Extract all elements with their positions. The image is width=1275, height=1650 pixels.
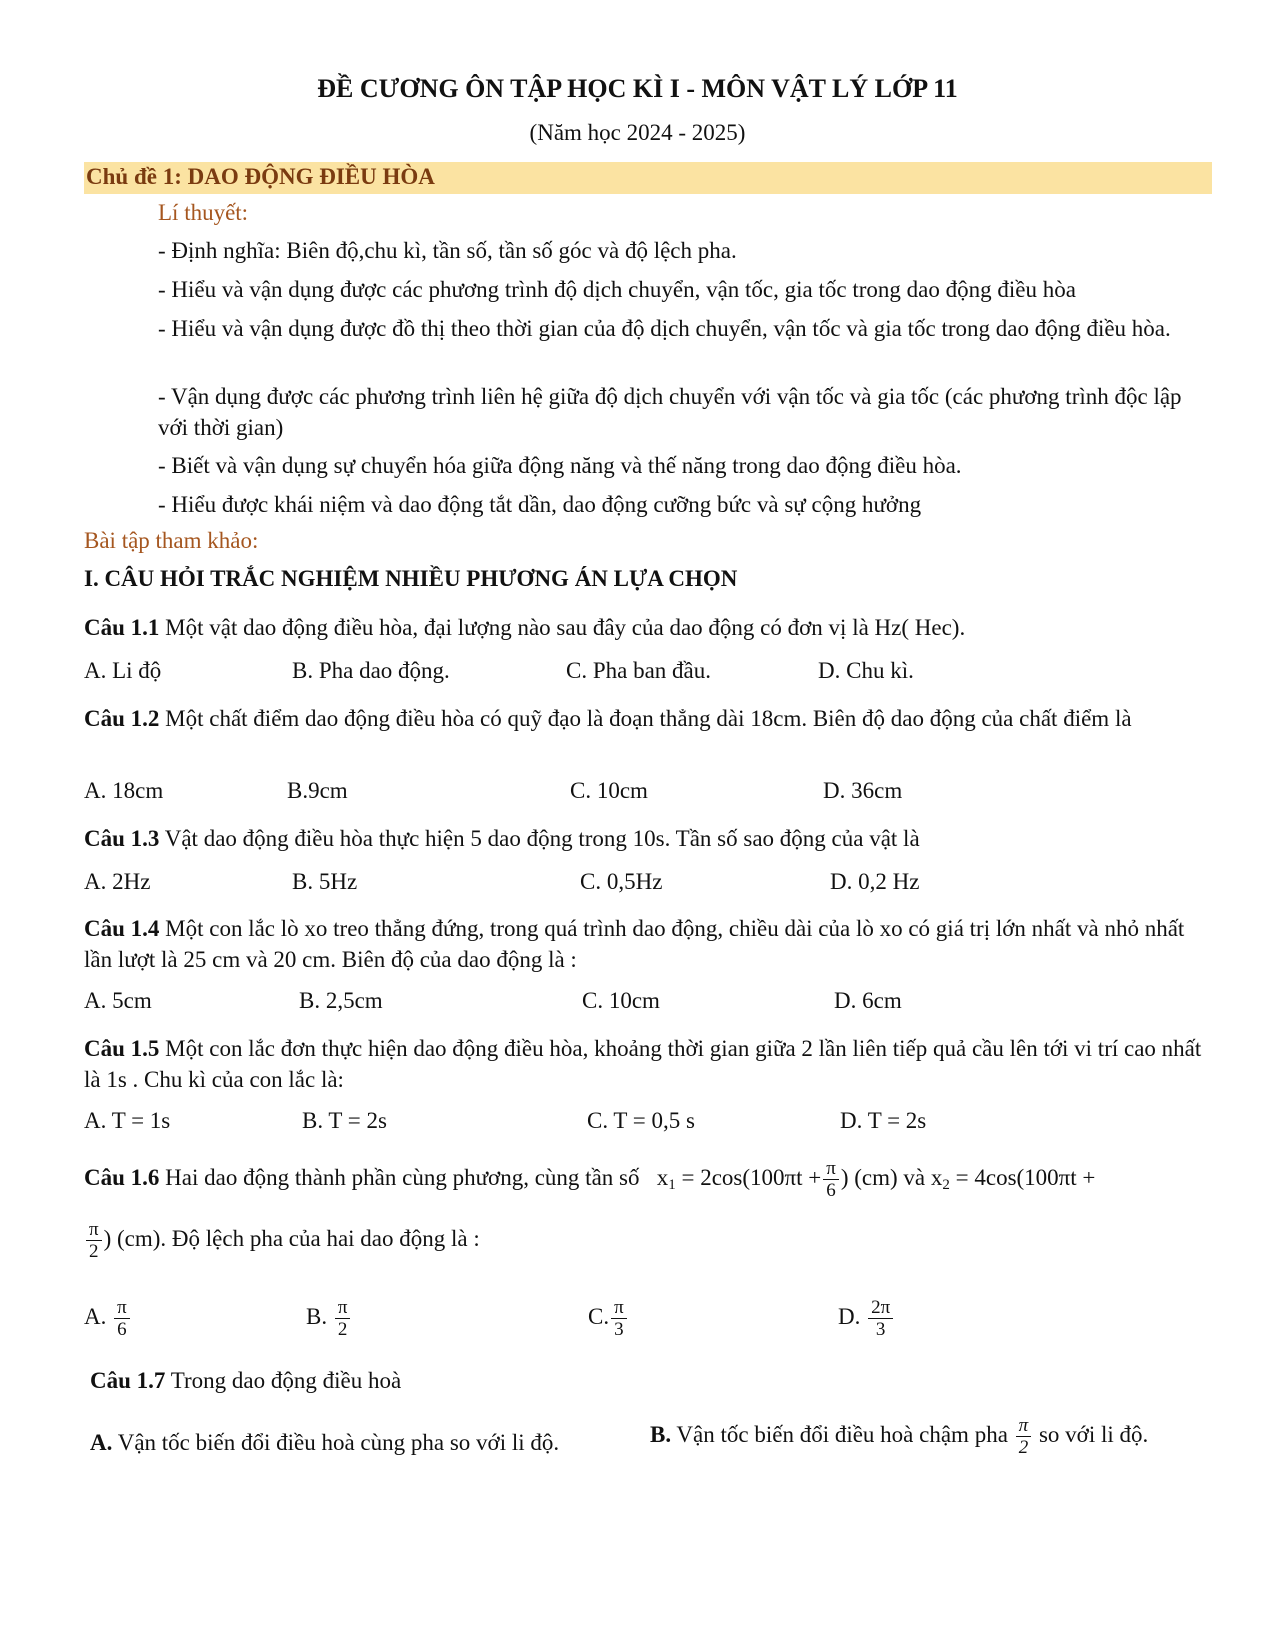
question-text: Trong dao động điều hoà: [165, 1368, 402, 1393]
question-text: Một vật dao động điều hòa, đại lượng nào sau đây của dao động có đơn vị là Hz( Hec).: [159, 615, 966, 640]
option-letter: C.: [588, 1304, 610, 1329]
fraction-denominator: 6: [117, 1319, 127, 1341]
theory-item: - Vận dụng được các phương trình liên hệ giữa độ dịch chuyển với vận tốc và gia tốc (các phương trình độc lập với thời gian): [158, 384, 1182, 440]
option-letter: A.: [90, 1430, 113, 1455]
theory-item: - Định nghĩa: Biên độ,chu kì, tần số, tần số góc và độ lệch pha.: [158, 238, 737, 263]
theory-item: - Biết và vận dụng sự chuyển hóa giữa động năng và thế năng trong dao động điều hòa.: [158, 453, 962, 478]
option-b: B.9cm: [287, 778, 348, 803]
option-letter: B.: [306, 1304, 328, 1329]
question-1-2: [84, 703, 1214, 734]
option-c: C. 10cm: [570, 778, 648, 803]
fraction-denominator: 3: [614, 1319, 624, 1341]
topic-title: Chủ đề 1: DAO ĐỘNG ĐIỀU HÒA: [86, 164, 435, 189]
page-title: ĐỀ CƯƠNG ÔN TẬP HỌC KÌ I - MÔN VẬT LÝ LỚP 11: [317, 74, 958, 103]
option-b: [650, 1410, 1148, 1460]
fraction-denominator: 2: [89, 1241, 99, 1263]
option-d: D. 6cm: [834, 988, 902, 1013]
option-text-tail: so với li độ.: [1033, 1422, 1149, 1447]
option-a: A. 18cm: [84, 778, 164, 803]
question-label: Câu 1.5: [84, 1036, 160, 1061]
theory-item: - Hiểu và vận dụng được đồ thị theo thời gian của độ dịch chuyển, vận tốc và gia tốc trong dao động điều hòa.: [158, 316, 1171, 341]
x1-var: x: [656, 1165, 669, 1190]
option-a: A. Li độ: [84, 658, 162, 683]
question-text: Một con lắc lò xo treo thẳng đứng, trong quá trình dao động, chiều dài của lò xo có giá trị lớn nhất và nhỏ nhất lần lượt là 25 cm và 20 cm. Biên độ của dao động là :: [84, 916, 1185, 972]
fraction-pi-2: [1016, 1415, 1032, 1458]
fraction-2pi-3: [868, 1297, 893, 1340]
option-d: D. Chu kì.: [818, 658, 914, 683]
question-label: Câu 1.4: [84, 916, 160, 941]
option-d: D. T = 2s: [840, 1108, 927, 1133]
fraction-numerator: π: [1016, 1415, 1032, 1437]
fraction-denominator: 2: [1018, 1437, 1029, 1459]
fraction-numerator: π: [823, 1158, 839, 1180]
exercises-heading: Bài tập tham khảo:: [84, 528, 259, 553]
question-label: Câu 1.6: [84, 1165, 160, 1190]
option-letter: D.: [838, 1304, 861, 1329]
theory-item: - Hiểu và vận dụng được các phương trình độ dịch chuyển, vận tốc, gia tốc trong dao động điều hòa: [158, 277, 1076, 302]
fraction-numerator: π: [611, 1297, 627, 1319]
option-b: B. 5Hz: [292, 869, 358, 894]
question-label: Câu 1.2: [84, 706, 160, 731]
option-b: [306, 1292, 352, 1342]
question-1-7: [90, 1368, 401, 1394]
x2-lead: ) (cm) và x: [840, 1165, 943, 1190]
question-1-5: [84, 1033, 1214, 1095]
theory-heading: Lí thuyết:: [158, 200, 249, 225]
option-text: Vận tốc biến đổi điều hoà chậm pha: [671, 1422, 1008, 1447]
option-c: C. Pha ban đầu.: [566, 658, 712, 683]
question-1-4: [84, 913, 1214, 975]
question-text: Hai dao động thành phần cùng phương, cùng tần số: [159, 1165, 640, 1190]
fraction-numerator: π: [86, 1219, 102, 1241]
fraction-denominator: 3: [875, 1319, 886, 1341]
option-d: [838, 1292, 895, 1342]
option-c: C. 10cm: [582, 988, 660, 1013]
fraction-pi-6: [823, 1158, 839, 1201]
option-c: [588, 1292, 629, 1342]
option-a: A. T = 1s: [84, 1108, 171, 1133]
question-1-6-cont: [84, 1214, 480, 1264]
question-text: ) (cm). Độ lệch pha của hai dao động là :: [103, 1226, 480, 1251]
topic-banner: [84, 162, 1212, 194]
question-label: Câu 1.1: [84, 615, 160, 640]
x2-expression: = 4cos(100πt +: [949, 1165, 1096, 1190]
x2-subscript: 2: [942, 1177, 950, 1193]
question-1-1: [84, 612, 1214, 643]
question-text: Vật dao động điều hòa thực hiện 5 dao động trong 10s. Tần số sao động của vật là: [159, 826, 920, 851]
fraction-pi-6: [114, 1297, 130, 1340]
option-c: C. 0,5Hz: [580, 869, 663, 894]
option-text: Vận tốc biến đổi điều hoà cùng pha so với li độ.: [112, 1430, 560, 1455]
option-a: A. 2Hz: [84, 869, 151, 894]
fraction-numerator: π: [335, 1297, 351, 1319]
question-label: Câu 1.7: [90, 1368, 166, 1393]
fraction-denominator: 6: [826, 1180, 836, 1202]
x1-expression: = 2cos(100πt +: [675, 1165, 822, 1190]
option-letter: A.: [84, 1304, 107, 1329]
section-heading: I. CÂU HỎI TRẮC NGHIỆM NHIỀU PHƯƠNG ÁN LỰA CHỌN: [84, 566, 738, 591]
x1-subscript: 1: [668, 1177, 676, 1193]
option-b: B. Pha dao động.: [292, 658, 450, 683]
question-text: Một con lắc đơn thực hiện dao động điều hòa, khoảng thời gian giữa 2 lần liên tiếp quả cầu lên tới vi trí cao nhất là 1s . Chu kì của con lắc là:: [84, 1036, 1202, 1092]
question-label: Câu 1.3: [84, 826, 160, 851]
fraction-numerator: π: [114, 1297, 130, 1319]
option-a: A. 5cm: [84, 988, 152, 1013]
option-a: [90, 1428, 559, 1458]
option-letter: B.: [650, 1422, 672, 1447]
fraction-pi-2: [335, 1297, 351, 1340]
fraction-pi-3: [611, 1297, 627, 1340]
fraction-pi-2: [86, 1219, 102, 1262]
question-1-6: [84, 1155, 1095, 1208]
page-subtitle: (Năm học 2024 - 2025): [529, 120, 746, 145]
option-d: D. 0,2 Hz: [830, 869, 920, 894]
theory-item: - Hiểu được khái niệm và dao động tắt dần, dao động cưỡng bức và sự cộng hưởng: [158, 492, 922, 517]
fraction-numerator: 2π: [868, 1297, 893, 1319]
option-b: B. 2,5cm: [299, 988, 383, 1013]
option-c: C. T = 0,5 s: [587, 1108, 695, 1133]
option-d: D. 36cm: [823, 778, 903, 803]
option-b: B. T = 2s: [302, 1108, 387, 1133]
equation-x1: [656, 1158, 1096, 1202]
fraction-denominator: 2: [337, 1319, 348, 1341]
question-text: Một chất điểm dao động điều hòa có quỹ đạo là đoạn thẳng dài 18cm. Biên độ dao động của chất điểm là: [159, 706, 1132, 731]
option-a: [84, 1292, 132, 1342]
question-1-3: [84, 823, 1214, 854]
